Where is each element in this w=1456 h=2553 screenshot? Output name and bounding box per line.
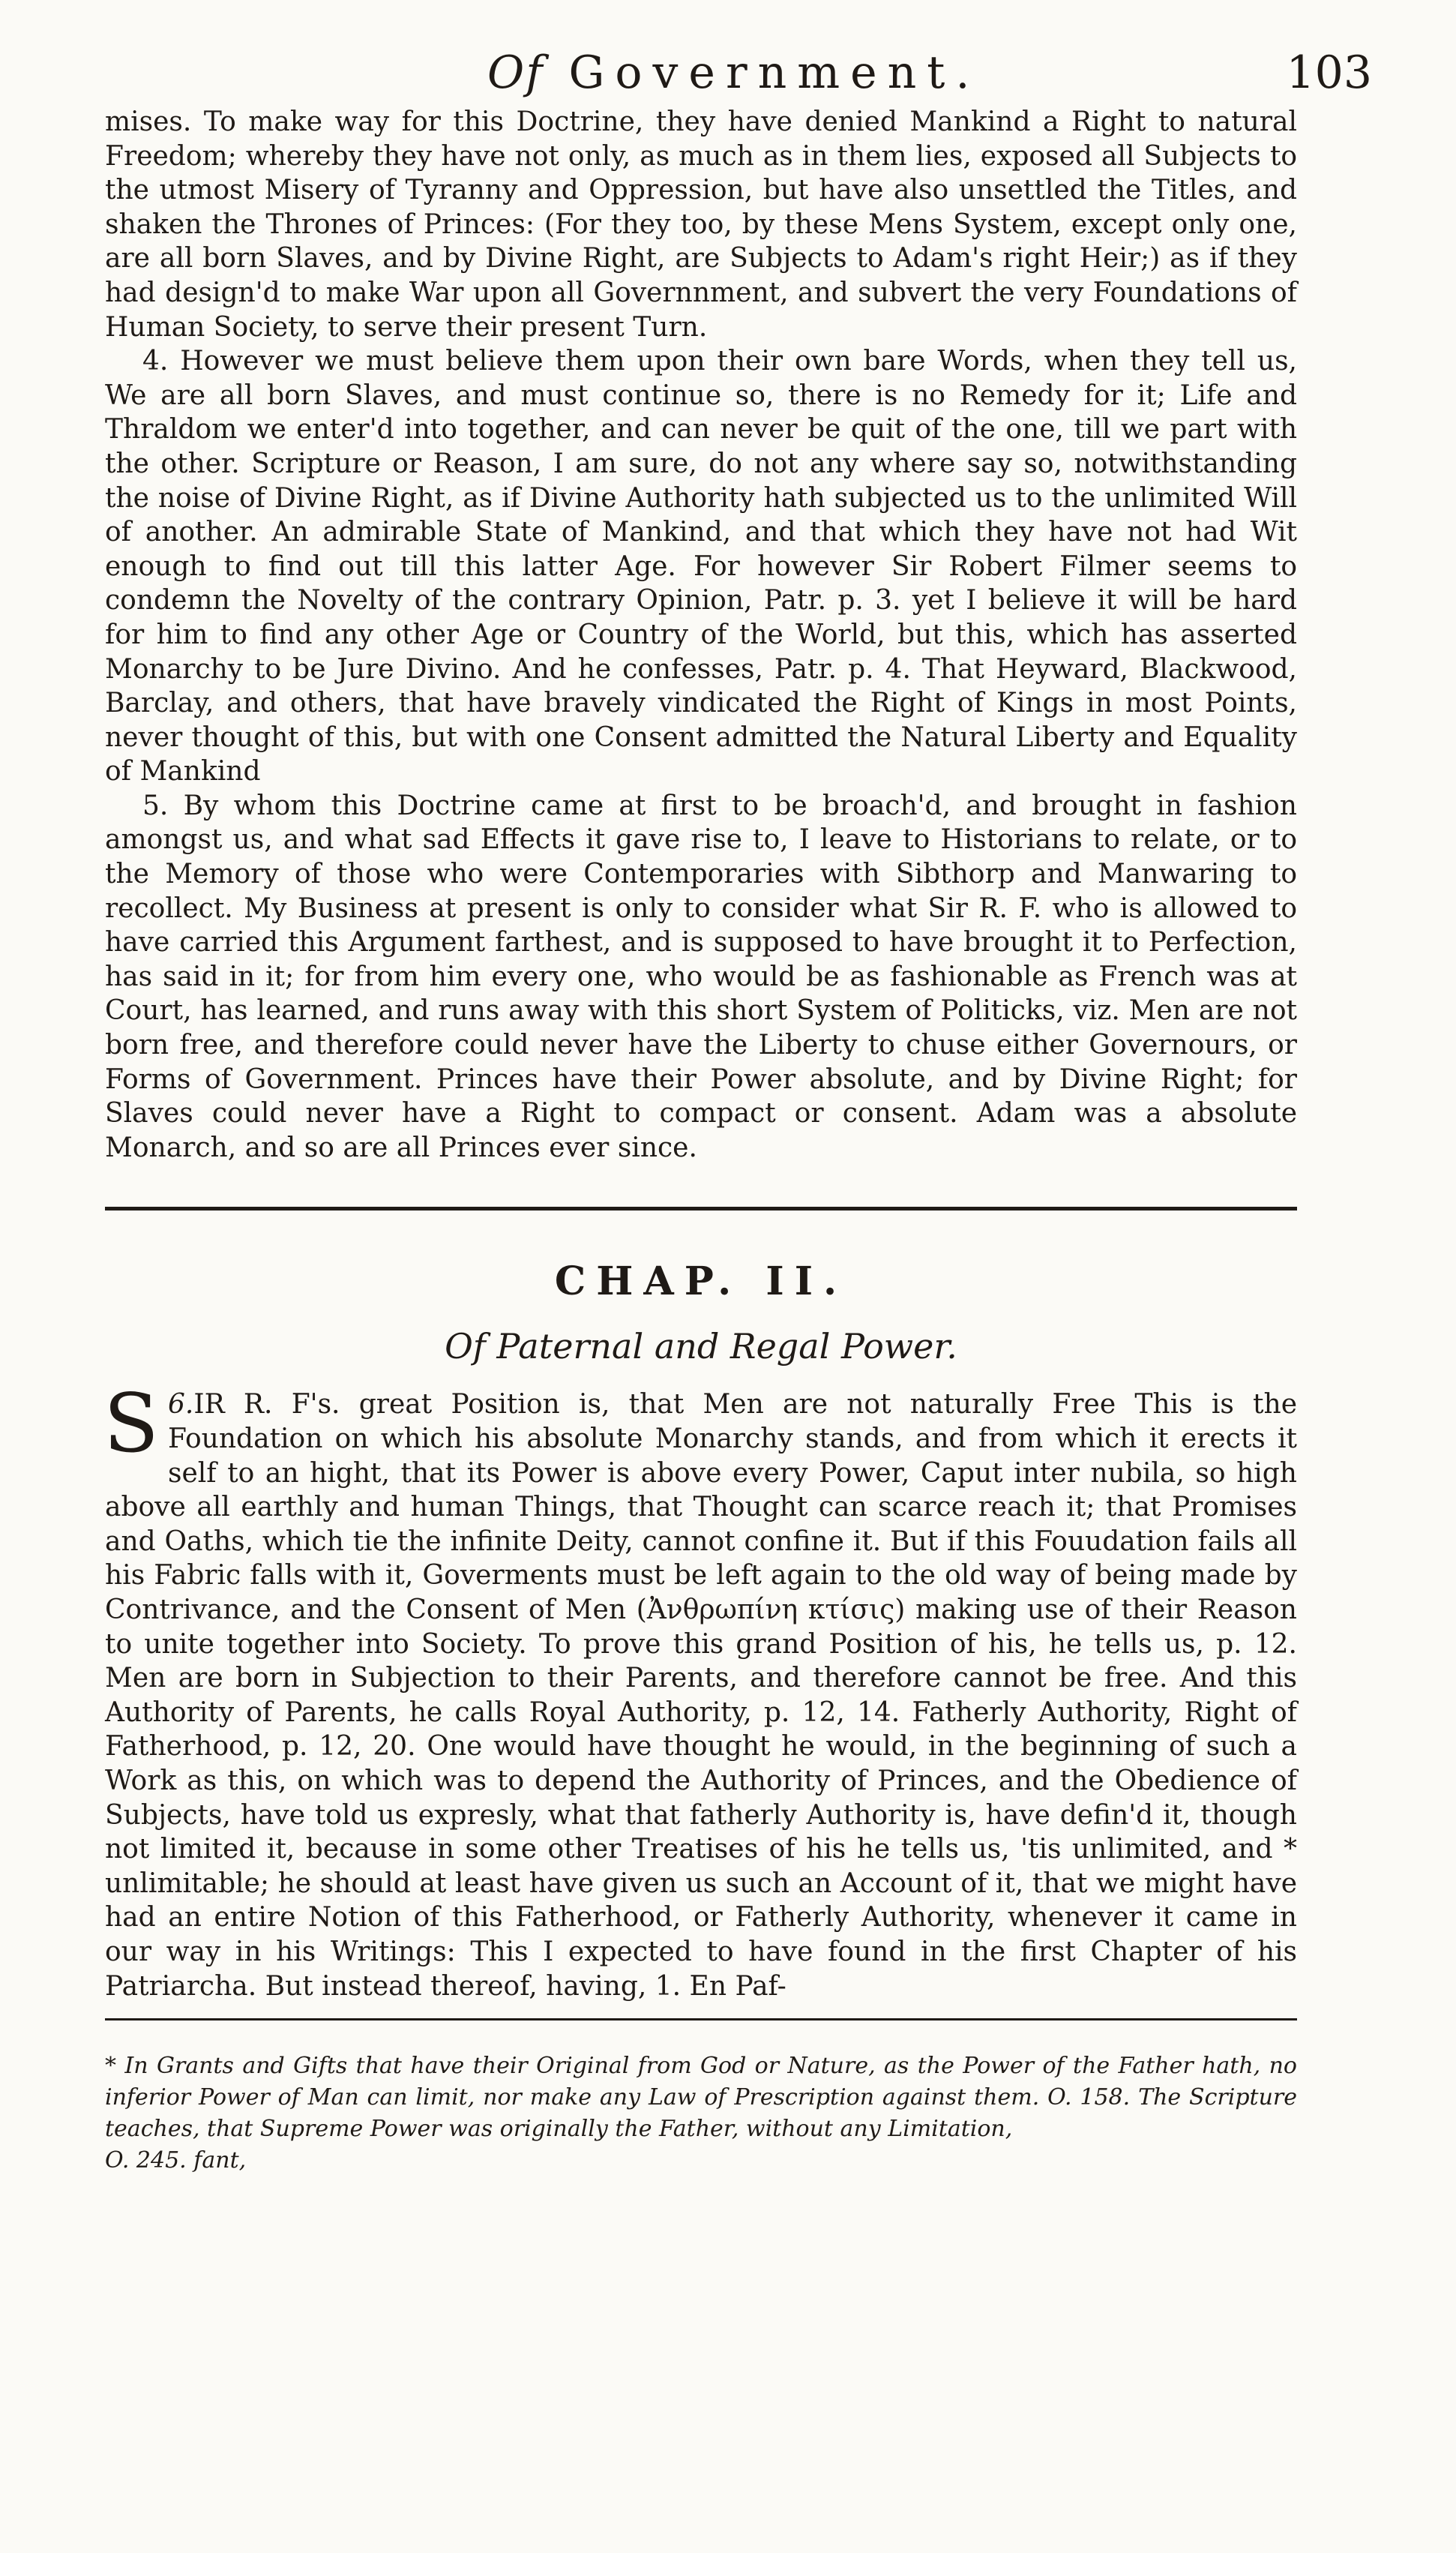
chapter-heading: CHAP. II. (554, 1258, 848, 1305)
catchword: fant, (193, 2147, 247, 2174)
running-title-of: Of (487, 46, 544, 99)
paragraph-6-text: IR R. F's. great Position is, that Men are not naturally Free This is the Foundation on which his absolute Monarchy stands, and from which it erects it self to an hight, that its Power is above every Power, Caput inter nubila, so high above all earthly and human Things, that Thought can scarce reach it; that Promises and Oaths, which tie the infinite Deity, cannot confine it. But if this Fouudation fails all his Fabric falls with it, Goverments must be left again to the old way of being made by Contrivance, and the Consent of Men (Ἀνθρωπίνη κτίσις) making use of their Reason to unite together into Society. To prove this grand Position of his, he tells us, p. 12. Men are born in Subjection to their Parents, and therefore cannot be free. And this Authority of Parents, he calls Royal Authority, p. 12, 14. Fatherly Authority, Right of Fatherhood, p. 12, 20. One would have thought he would, in the beginning of such a Work as this, on which was to depend the Authority of Princes, and the Obedience of Subjects, have told us expresly, what that fatherly Authority is, have defin'd it, though not limited it, because in some other Treatises of his he tells us, 'tis unlimited, and * unlimitable; he should at least have given us such an Account of it, that we might have had an entire Notion of this Fatherhood, or Fatherly Authority, whenever it came in our way in his Writings: This I expected to have found in the first Chapter of his Patriarcha. But instead thereof, having, 1. En Paf- (105, 1389, 1297, 2002)
footnote-text: * In Grants and Gifts that have their Original from God or Nature, as the Power of the Father hath, no inferior Power of Man can limit, nor make any Law of Prescription against them. O. 158. The Scripture teaches, that Supreme Power was originally the Father, without any Limitation, (105, 2053, 1297, 2143)
paragraph-6-number: 6. (168, 1389, 194, 1420)
running-title-main: Government. (568, 46, 981, 99)
footnote-rule (105, 2018, 1297, 2020)
footnote-last-line (105, 2145, 1297, 2176)
drop-cap: S (103, 1377, 159, 1472)
footnote-ref: O. 245. (105, 2147, 187, 2174)
running-header (105, 30, 1372, 105)
footnote (105, 2050, 1297, 2145)
page-number: 103 (1286, 46, 1372, 99)
book-page (103, 30, 1372, 2176)
chapter-subtitle: Of Paternal and Regal Power. (445, 1326, 957, 1367)
section-divider (105, 1207, 1297, 1210)
running-title (487, 46, 981, 99)
paragraph-6 (103, 1377, 1297, 2003)
paragraph-4: 4. However we must believe them upon their own bare Words, when they tell us, We are all born Slaves, and must continue so, there is no Remedy for it; Life and Thraldom we enter'd into together, and can never be quit of the one, till we part with the other. Scripture or Reason, I am sure, do not any where say so, notwithstanding the noise of Divine Right, as if Divine Authority hath subjected us to the unlimited Will of another. An admirable State of Mankind, and that which they have not had Wit enough to find out till this latter Age. For however Sir Robert Filmer seems to condemn the Novelty of the contrary Opinion, Patr. p. 3. yet I believe it will be hard for him to find any other Age or Country of the World, but this, which has asserted Monarchy to be Jure Divino. And he confesses, Patr. p. 4. That Heyward, Blackwood, Barclay, and others, that have bravely vindicated the Right of Kings in most Points, never thought of this, but with one Consent admitted the Natural Liberty and Equality of Mankind (105, 346, 1297, 788)
paragraph-continued: mises. To make way for this Doctrine, they have denied Mankind a Right to natural Freedom; whereby they have not only, as much as in them lies, exposed all Subjects to the utmost Misery of Tyranny and Oppression, but have also unsettled the Titles, and shaken the Thrones of Princes: (For they too, by these Mens System, except only one, are all born Slaves, and by Divine Right, are Subjects to Adam's right Heir;) as if they had design'd to make War upon all Governnment, and subvert the very Foundations of Human Society, to serve their present Turn. (105, 106, 1297, 343)
paragraph-5: 5. By whom this Doctrine came at first to be broach'd, and brought in fashion amongst us, and what sad Effects it gave rise to, I leave to Historians to relate, or to the Memory of those who were Contemporaries with Sibthorp and Manwaring to recollect. My Business at present is only to consider what Sir R. F. who is allowed to have carried this Argument farthest, and is supposed to have brought it to Perfection, has said in it; for from him every one, who would be as fashionable as French was at Court, has learned, and runs away with this short System of Politicks, viz. Men are not born free, and therefore could never have the Liberty to chuse either Governours, or Forms of Government. Princes have their Power absolute, and by Divine Right; for Slaves could never have a Right to compact or consent. Adam was a absolute Monarch, and so are all Princes ever since. (105, 790, 1297, 1163)
